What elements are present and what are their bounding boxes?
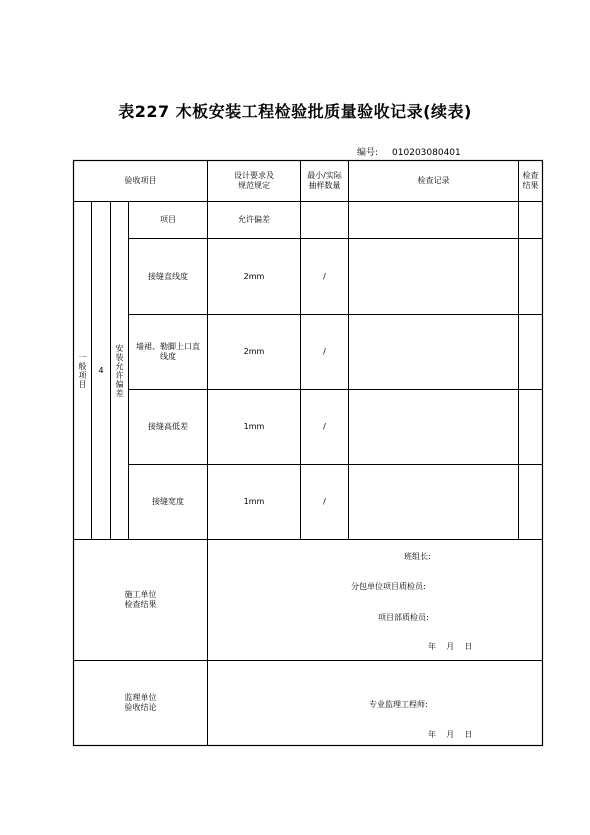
group-label-char: 般 bbox=[78, 361, 87, 371]
header-result-line1: 检查 bbox=[522, 171, 539, 180]
group-label bbox=[74, 202, 91, 539]
header-result bbox=[519, 161, 542, 201]
construction-label-line1: 施工单位 bbox=[124, 590, 157, 599]
header-design-line2: 规范规定 bbox=[238, 181, 270, 190]
row-item-line1: 墙裙、勒脚上口直 bbox=[136, 342, 200, 351]
row-design: 1mm bbox=[243, 497, 265, 506]
header-record: 检查记录 bbox=[417, 176, 450, 185]
header-item: 验收项目 bbox=[124, 176, 157, 185]
row-item bbox=[129, 315, 207, 389]
doc-number-value: 010203080401 bbox=[392, 148, 461, 158]
supervision-label bbox=[74, 661, 207, 745]
row-sample: / bbox=[323, 271, 326, 281]
dept-inspector-label: 项目部质检员: bbox=[378, 613, 429, 622]
row-item-line2: 线度 bbox=[160, 352, 176, 361]
construction-label bbox=[74, 540, 207, 660]
subgroup-label-char: 装 bbox=[115, 352, 124, 362]
group-number: 4 bbox=[98, 365, 104, 375]
row-design: 2mm bbox=[243, 271, 265, 281]
supervising-engineer-label: 专业监理工程师: bbox=[369, 700, 428, 709]
sub-inspector-label: 分包单位项目质检员: bbox=[351, 582, 426, 591]
subgroup-label bbox=[111, 202, 128, 539]
group-label-char: 项 bbox=[78, 370, 87, 380]
subgroup-label-char: 差 bbox=[115, 388, 124, 398]
row-item: 接缝宽度 bbox=[152, 497, 184, 506]
subgroup-label-char: 安 bbox=[115, 343, 124, 353]
row-item: 接缝直线度 bbox=[148, 271, 188, 281]
team-leader-label: 班组长: bbox=[404, 552, 431, 561]
construction-date: 年 月 日 bbox=[428, 642, 473, 651]
subgroup-label-char: 许 bbox=[115, 370, 124, 380]
subgroup-label-char: 偏 bbox=[115, 379, 124, 389]
subheader-design: 允许偏差 bbox=[238, 215, 270, 224]
subheader-item: 项目 bbox=[160, 215, 176, 224]
header-design bbox=[208, 161, 300, 201]
header-sample-line1: 最小/实际 bbox=[307, 171, 342, 180]
subgroup-label-char: 允 bbox=[115, 361, 124, 371]
doc-number-label: 编号: bbox=[357, 148, 379, 158]
supervision-label-line2: 验收结论 bbox=[124, 703, 157, 712]
row-design: 2mm bbox=[243, 347, 265, 356]
header-sample-line2: 抽样数量 bbox=[308, 181, 341, 190]
group-label-char: 一 bbox=[78, 352, 87, 362]
row-sample: / bbox=[323, 347, 326, 356]
group-label-char: 目 bbox=[78, 379, 87, 389]
header-design-line1: 设计要求及 bbox=[234, 171, 274, 180]
row-design: 1mm bbox=[243, 422, 265, 431]
row-sample: / bbox=[323, 422, 326, 431]
row-sample: / bbox=[323, 497, 326, 506]
supervision-date: 年 月 日 bbox=[428, 730, 473, 739]
header-result-line2: 结果 bbox=[522, 181, 539, 190]
page-title: 表227 木板安装工程检验批质量验收记录(续表) bbox=[118, 102, 472, 121]
row-item: 接缝高低差 bbox=[148, 422, 188, 431]
header-sample bbox=[301, 161, 348, 201]
supervision-label-line1: 监理单位 bbox=[124, 693, 157, 702]
construction-label-line2: 检查结果 bbox=[124, 600, 157, 609]
